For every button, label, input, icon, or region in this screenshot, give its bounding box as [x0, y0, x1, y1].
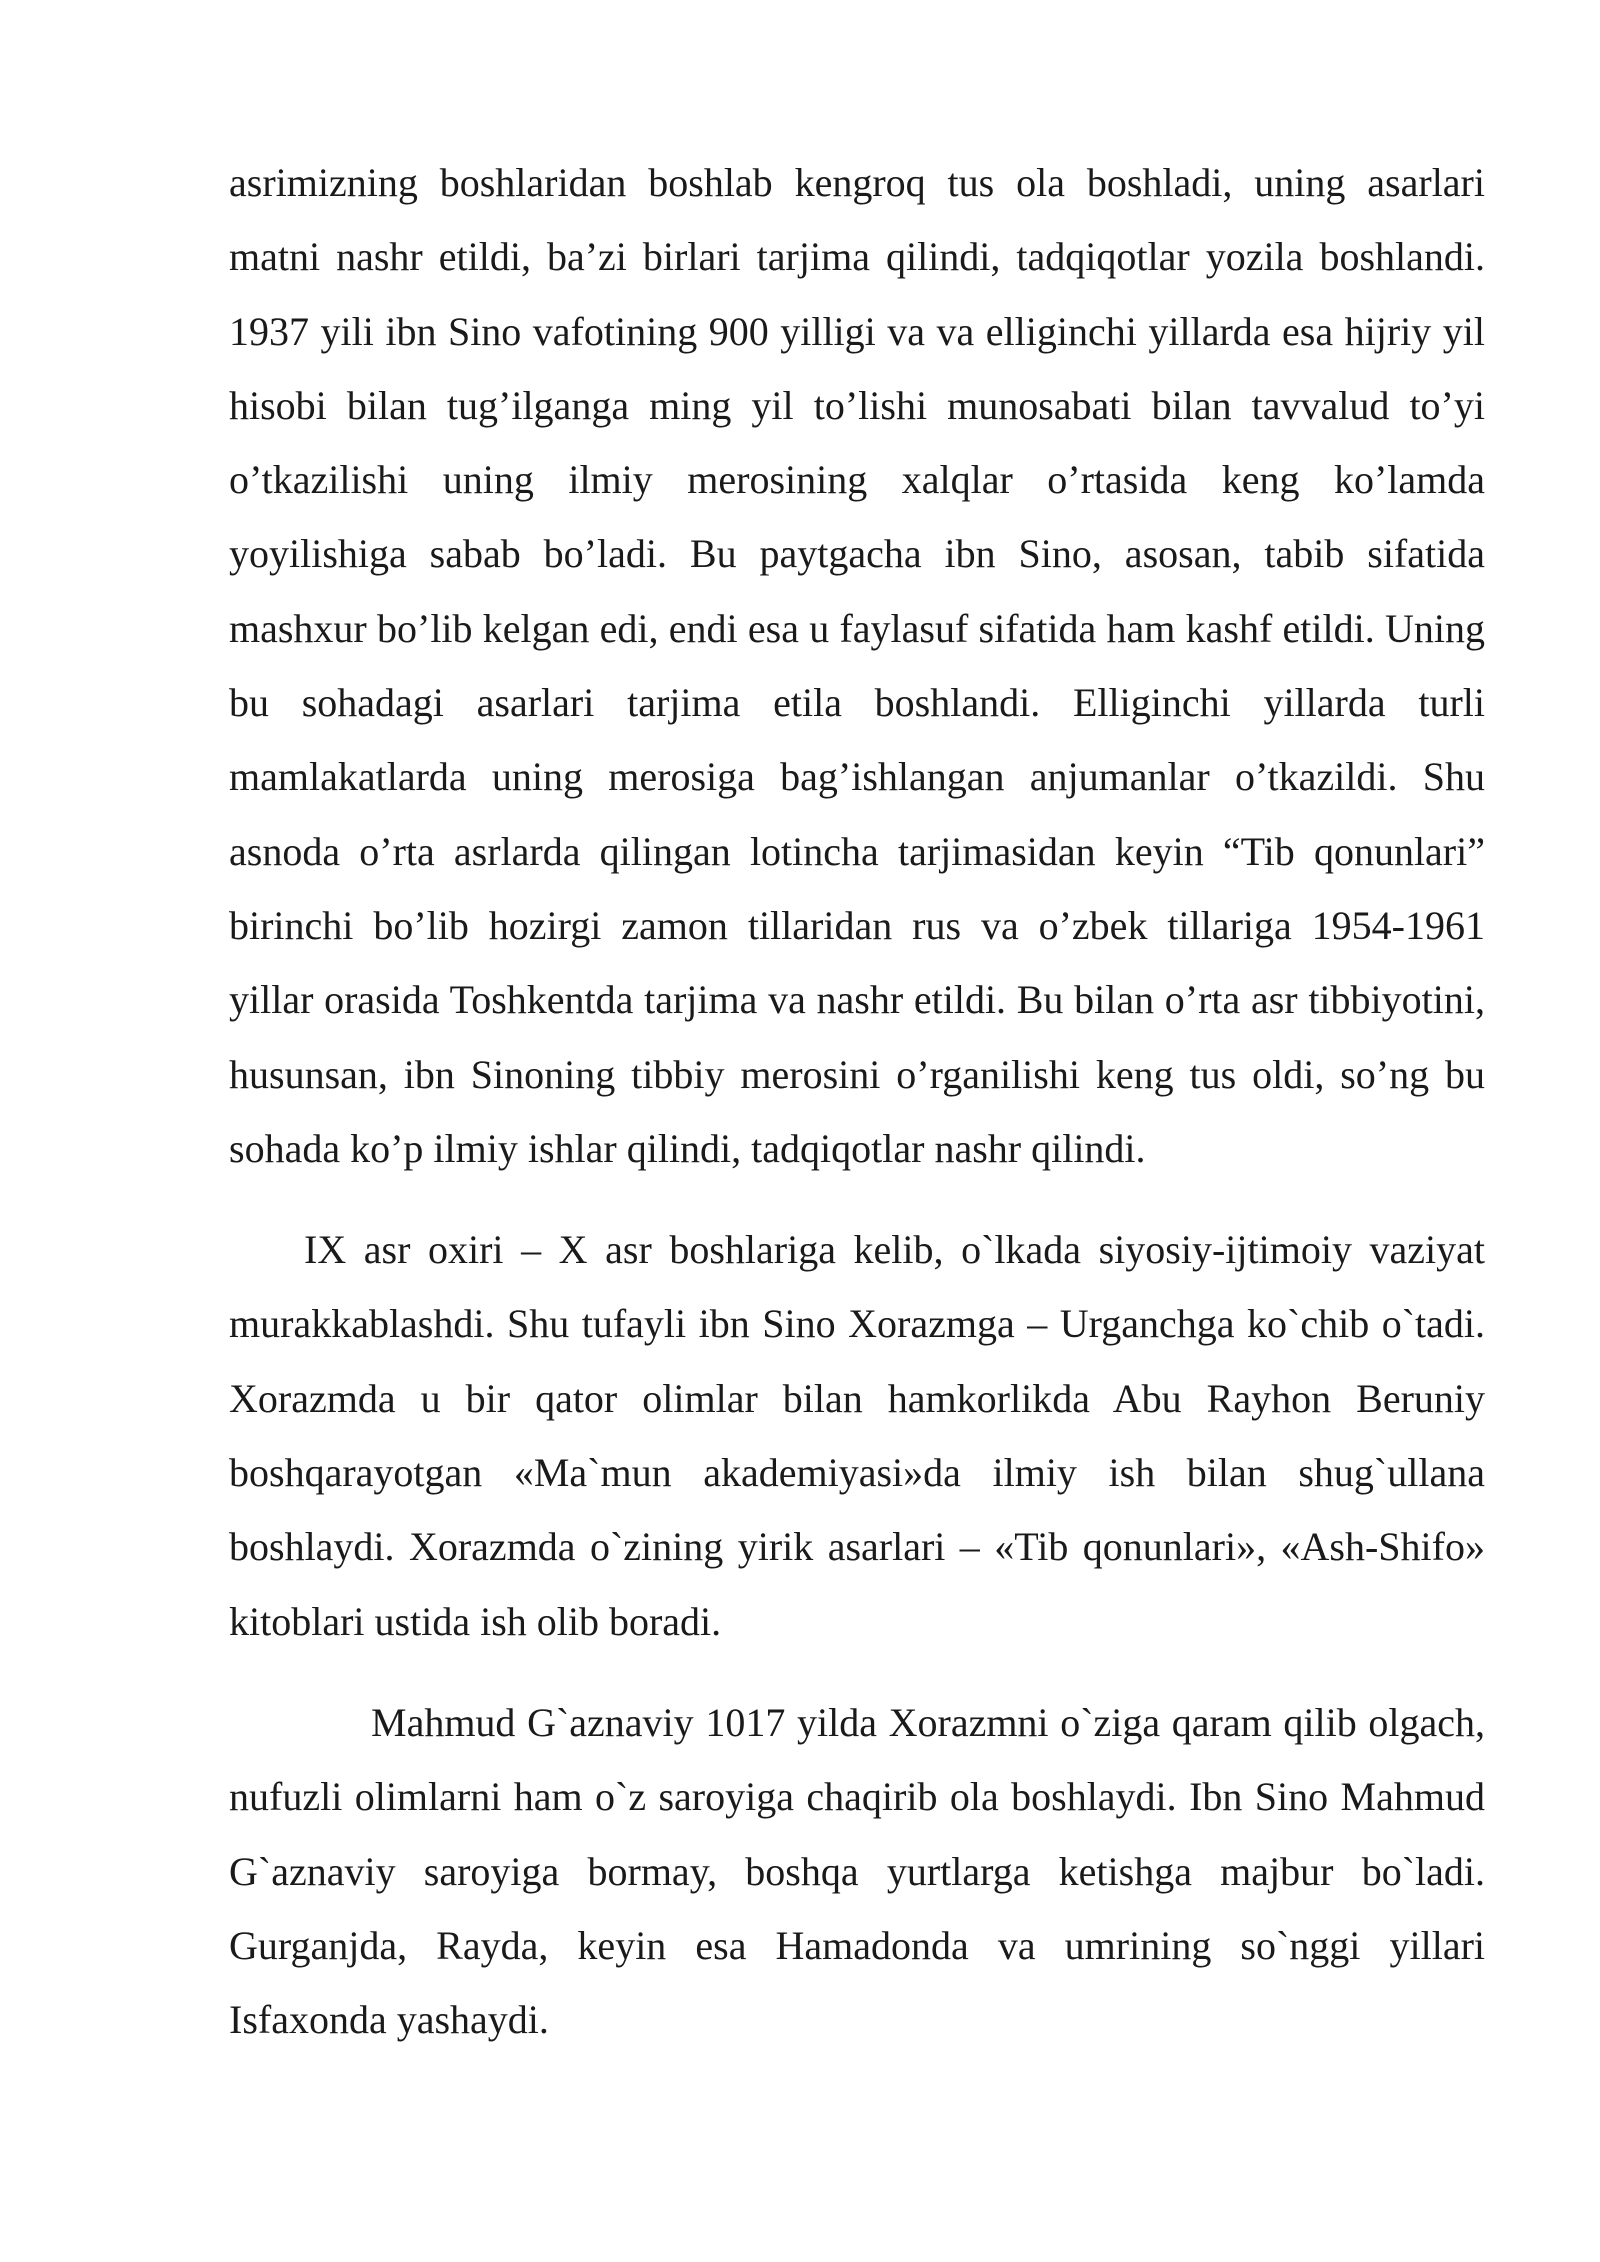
paragraph-3: Mahmud G`aznaviy 1017 yilda Xorazmni o`ziga qaram qilib olgach, nufuzli olimlarni ham o`z saroyiga chaqirib ola boshlaydi. Ibn Sino Mahmud G`aznaviy saroyiga bormay, boshqa yurtlarga ketishga majbur bo`ladi. Gurganjda, Rayda, keyin esa Hamadonda va umrining so`nggi yillari Isfaxonda yashaydi. [229, 1699, 1485, 2043]
paragraph-1: asrimizning boshlaridan boshlab kengroq tus ola boshladi, uning asarlari matni nashr etildi, ba’zi birlari tarjima qilindi, tadqiqotlar yozila boshlandi. 1937 yili ibn Sino vafotining 900 yilligi va va elliginchi yillarda esa hijriy yil hisobi bilan tug’ilganga ming yil to’lishi munosabati bilan tavvalud to’yi o’tkazilishi uning ilmiy merosining xalqlar o’rtasida keng ko’lamda yoyilishiga sabab bo’ladi. Bu paytgacha ibn Sino, asosan, tabib sifatida mashxur bo’lib kelgan edi, endi esa u faylasuf sifatida ham kashf etildi. Uning bu sohadagi asarlari tarjima etila boshlandi. Elliginchi yillarda turli mamlakatlarda uning merosiga bag’ishlangan anjumanlar o’tkazildi. Shu asnoda o’rta asrlarda qilingan lotincha tarjimasidan keyin “Tib qonunlari” birinchi bo’lib hozirgi zamon tillaridan rus va o’zbek tillariga 1954-1961 yillar orasida Toshkentda tarjima va nashr etildi. Bu bilan o’rta asr tibbiyotini, husunsan, ibn Sinoning tibbiy merosini o’rganilishi keng tus oldi, so’ng bu sohada ko’p ilmiy ishlar qilindi, tadqiqotlar nashr qilindi. [229, 160, 1485, 1171]
document-body [229, 146, 1485, 2057]
paragraph-2: IX asr oxiri – X asr boshlariga kelib, o`lkada siyosiy-ijtimoiy vaziyat murakkablashdi. Shu tufayli ibn Sino Xorazmga – Urganchga ko`chib o`tadi. Xorazmda u bir qator olimlar bilan hamkorlikda Abu Rayhon Beruniy boshqarayotgan «Ma`mun akademiyasi»da ilmiy ish bilan shug`ullana boshlaydi. Xorazmda o`zining yirik asarlari – «Tib qonunlari», «Ash-Shifo» kitoblari ustida ish olib boradi. [229, 1227, 1485, 1644]
